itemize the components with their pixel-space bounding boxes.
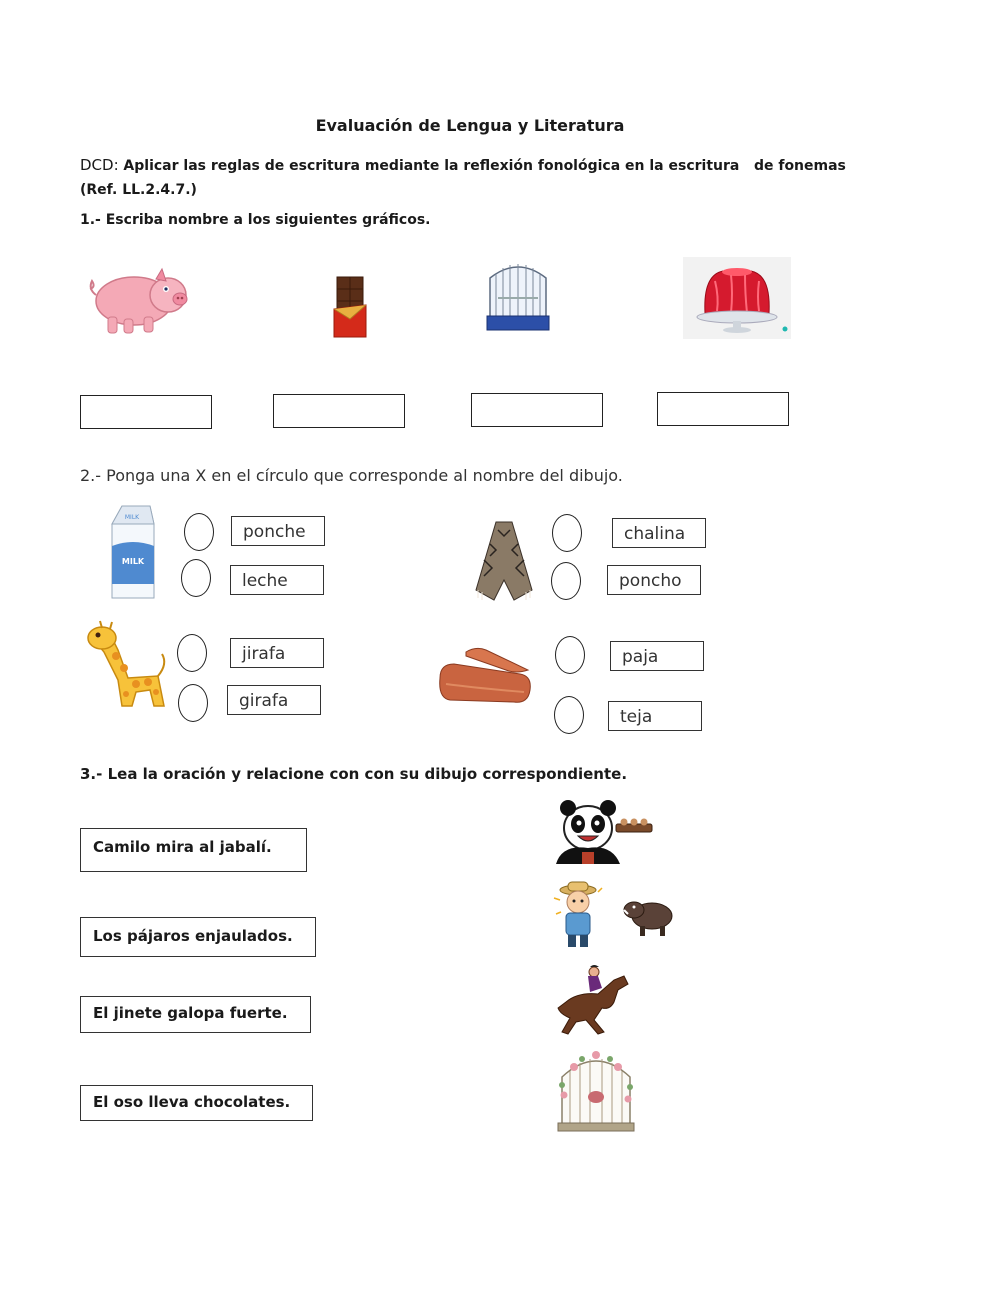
page-title: Evaluación de Lengua y Literatura (315, 116, 625, 135)
boy-and-boar-icon[interactable] (552, 880, 680, 950)
option-word-jirafa: jirafa (230, 638, 324, 668)
sentence-box-1[interactable]: Camilo mira al jabalí. (80, 828, 307, 872)
section3-instruction: 3.- Lea la oración y relacione con con su dibujo correspondiente. (80, 765, 628, 783)
horse-rider-icon[interactable] (554, 962, 632, 1036)
jelly-icon (683, 257, 791, 339)
answer-box-pig[interactable] (80, 395, 212, 429)
dcd-objective (80, 154, 900, 202)
option-word-ponche: ponche (231, 516, 325, 546)
answer-box-jelly[interactable] (657, 392, 789, 426)
dcd-ref: (Ref. LL.2.4.7.) (80, 182, 197, 198)
poncho-icon (474, 520, 534, 604)
panda-chocolates-icon[interactable] (552, 800, 656, 864)
svg-text:MILK: MILK (121, 557, 145, 566)
option-word-poncho: poncho (607, 565, 701, 595)
dcd-label: DCD: (80, 156, 119, 174)
option-circle-jirafa[interactable] (177, 634, 207, 672)
dcd-text: Aplicar las reglas de escritura mediante la reflexión fonológica en la escritura de fonemas (123, 158, 846, 174)
option-circle-chalina[interactable] (552, 514, 582, 552)
option-word-girafa: girafa (227, 685, 321, 715)
section1-instruction: 1.- Escriba nombre a los siguientes gráficos. (80, 212, 431, 228)
option-word-teja: teja (608, 701, 702, 731)
option-circle-girafa[interactable] (178, 684, 208, 722)
option-circle-ponche[interactable] (184, 513, 214, 551)
roof-tile-icon (436, 644, 534, 710)
giraffe-icon (84, 620, 172, 712)
section2-instruction: 2.- Ponga una X en el círculo que corresponde al nombre del dibujo. (80, 466, 623, 485)
sentence-box-4[interactable]: El oso lleva chocolates. (80, 1085, 313, 1121)
option-circle-leche[interactable] (181, 559, 211, 597)
option-circle-poncho[interactable] (551, 562, 581, 600)
option-circle-teja[interactable] (554, 696, 584, 734)
answer-box-chocolate[interactable] (273, 394, 405, 428)
option-word-chalina: chalina (612, 518, 706, 548)
sentence-box-3[interactable]: El jinete galopa fuerte. (80, 996, 311, 1033)
chocolate-icon (332, 275, 368, 339)
option-word-paja: paja (610, 641, 704, 671)
ornate-birdcage-icon[interactable] (554, 1049, 638, 1135)
svg-text:MILK: MILK (124, 514, 140, 521)
option-circle-paja[interactable] (555, 636, 585, 674)
birdcage-icon (484, 256, 552, 334)
sentence-box-2[interactable]: Los pájaros enjaulados. (80, 917, 316, 957)
milk-carton-icon (108, 502, 158, 602)
pig-icon (86, 265, 190, 335)
answer-box-birdcage[interactable] (471, 393, 603, 427)
option-word-leche: leche (230, 565, 324, 595)
